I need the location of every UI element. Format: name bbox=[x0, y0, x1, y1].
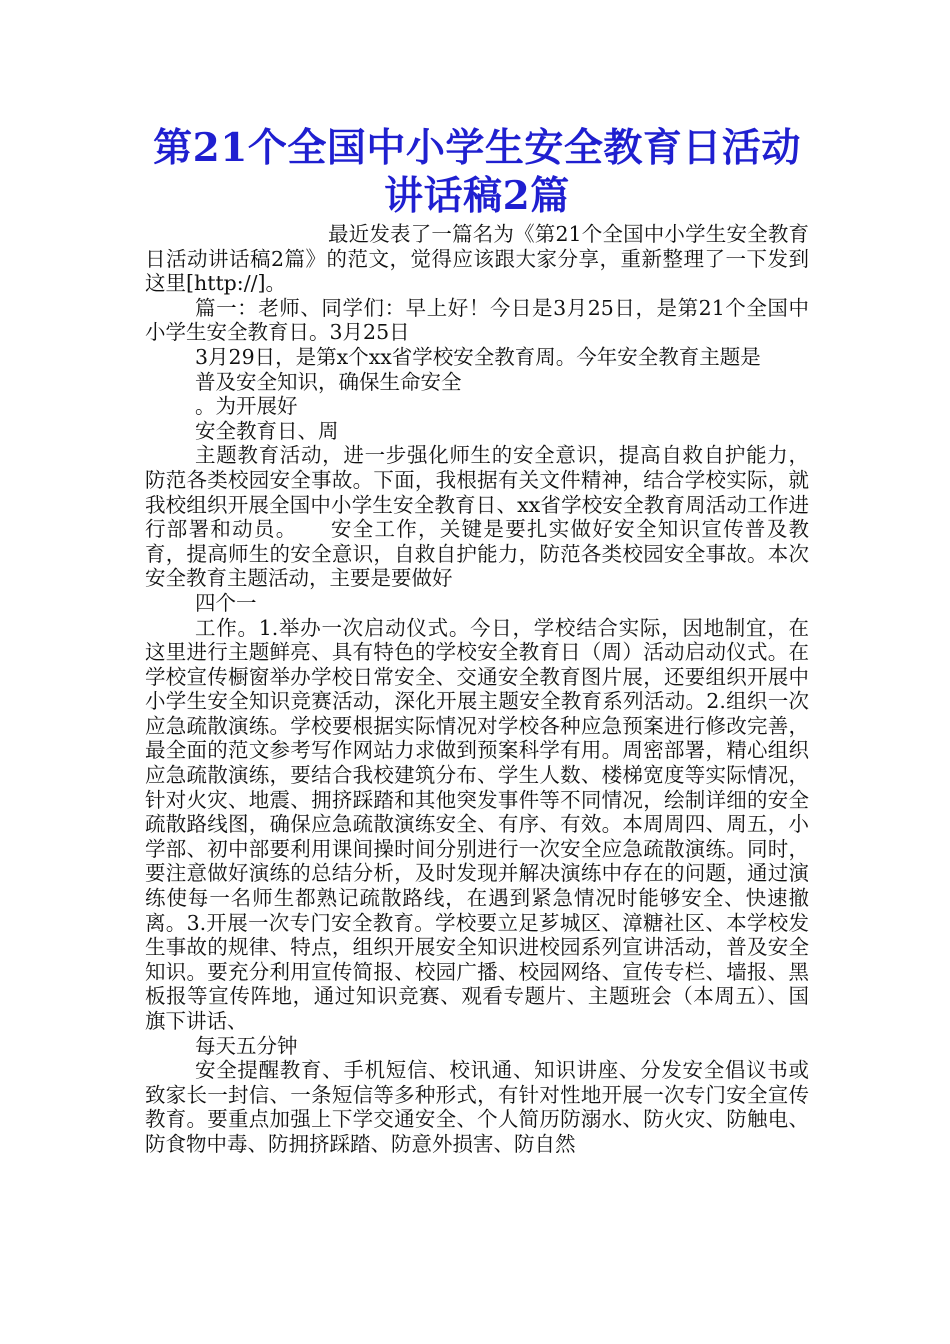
body-paragraph: 普及安全知识，确保生命安全 bbox=[195, 369, 462, 394]
document-body bbox=[145, 222, 809, 1157]
body-paragraph: 3月29日，是第x个xx省学校安全教育周。今年安全教育主题是 bbox=[195, 344, 761, 369]
document-title: 第21个全国中小学生安全教育日活动讲话稿2篇 bbox=[153, 125, 801, 219]
body-paragraph: 四个一 bbox=[195, 590, 257, 615]
body-paragraph: 主题教育活动，进一步强化师生的安全意识，提高自救自护能力，防范各类校园安全事故。下面，我根据有关文件精神，结合学校实际，就我校组织开展全国中小学生安全教育日、xx省学校安全教育周活动工作进行部署和动员。 安全工作，关键是要扎实做好安全知识宣传普及教育，提高师生的安全意识，自救自护能力，防范各类校园安全事故。本次安全教育主题活动，主要是要做好 bbox=[145, 443, 809, 591]
body-paragraph: 工作。1.举办一次启动仪式。今日，学校结合实际，因地制宜，在这里进行主题鲜亮、具有特色的学校安全教育日（周）活动启动仪式。在学校宣传橱窗举办学校日常安全、交通安全教育图片展，还要组织开展中小学生安全知识竞赛活动，深化开展主题安全教育系列活动。2.组织一次应急疏散演练。学校要根据实际情况对学校各种应急预案进行修改完善，最全面的范文参考写作网站力求做到预案科学有用。周密部署，精心组织应急疏散演练，要结合我校建筑分布、学生人数、楼梯宽度等实际情况，针对火灾、地震、拥挤踩踏和其他突发事件等不同情况，绘制详细的安全疏散路线图，确保应急疏散演练安全、有序、有效。本周周四、周五，小学部、初中部要利用课间操时间分别进行一次安全应急疏散演练。同时，要注意做好演练的总结分析，及时发现并解决演练中存在的问题，通过演练使每一名师生都熟记疏散路线，在遇到紧急情况时能够安全、快速撤离。3.开展一次专门安全教育。学校要立足芗城区、漳糖社区、本学校发生事故的规律、特点，组织开展安全知识进校园系列宣讲活动，普及安全知识。要充分利用宣传简报、校园广播、校园网络、宣传专栏、墙报、黑板报等宣传阵地，通过知识竞赛、观看专题片、主题班会（本周五）、国旗下讲话、 bbox=[145, 615, 809, 1033]
body-paragraph: 。为开展好 bbox=[195, 394, 298, 419]
document-page bbox=[145, 124, 809, 1157]
body-paragraph: 安全提醒教育、手机短信、校讯通、知识讲座、分发安全倡议书或致家长一封信、一条短信等多种形式，有针对性地开展一次专门安全宣传教育。要重点加强上下学交通安全、个人简历防溺水、防火灾、防触电、防食物中毒、防拥挤踩踏、防意外损害、防自然 bbox=[145, 1058, 809, 1156]
body-paragraph: 篇一：老师、同学们：早上好！今日是3月25日，是第21个全国中小学生安全教育日。3月25日 bbox=[145, 295, 809, 345]
body-paragraph: 每天五分钟 bbox=[195, 1033, 298, 1058]
intro-paragraph: 最近发表了一篇名为《第21个全国中小学生安全教育日活动讲话稿2篇》的范文，觉得应该跟大家分享，重新整理了一下发到这里[http://]。 bbox=[145, 222, 809, 296]
body-paragraph: 安全教育日、周 bbox=[195, 418, 339, 443]
